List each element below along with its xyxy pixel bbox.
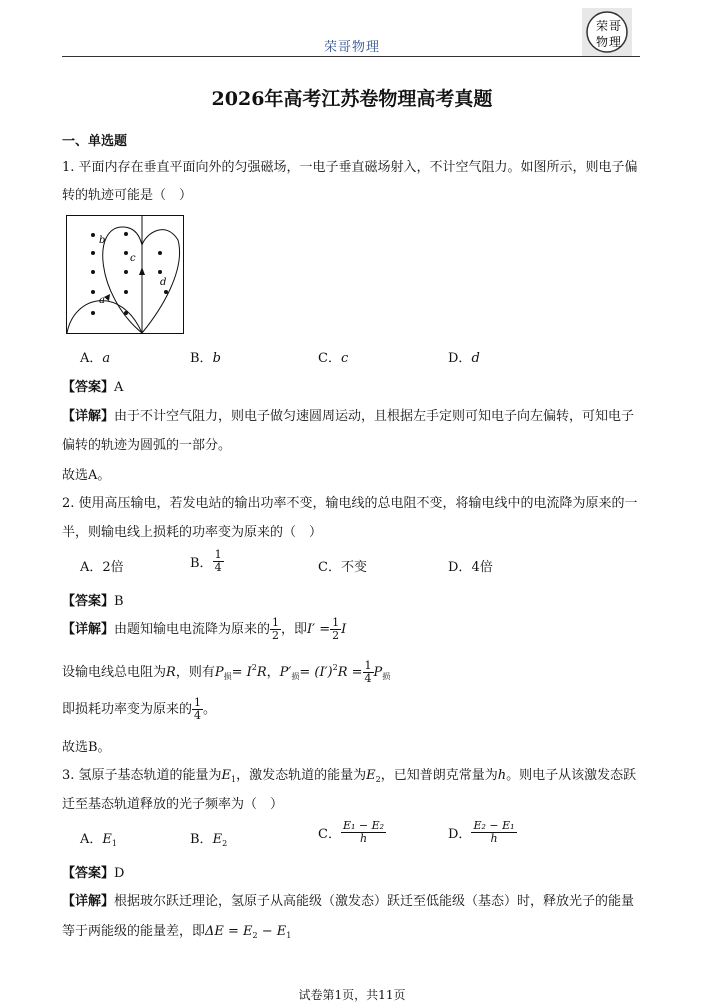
fig-label-c: c [130,253,136,264]
q3-option-d[interactable]: D． $\frac{\text{E₂ − E₁}}{h}$ [448,819,515,845]
logo-char-2: 哥 [609,19,622,33]
q1-option-a[interactable]: A．a [80,351,111,366]
q3-detail-line2: 等于两能级的能量差，即$\Delta E = E_2 - E_1$ [62,924,292,940]
q3-option-a[interactable]: A．$E_1$ [80,832,117,848]
q1-option-c[interactable]: C．c [318,351,349,366]
q2-detail-line1: 【详解】由题知输电电流降为原来的 $\frac{1}{2}$ ，即I′ = $\frac{1}{2}$ I [62,616,347,642]
q2-option-c[interactable]: C．不变 [318,560,367,575]
q1-stem-line1: 1. 平面内存在垂直平面向外的匀强磁场，一电子垂直磁场射入，不计空气阻力。如图所示，则电子偏 [62,160,638,175]
q2-option-d[interactable]: D．4倍 [448,560,493,575]
q3-answer: 【答案】D [62,866,125,881]
q3-stem-line1: 3. 氢原子基态轨道的能量为$E_1$，激发态轨道的能量为$E_2$，已知普朗克常量为h。则电子从该激发态跃 [62,768,637,784]
q1-option-b[interactable]: B．b [190,351,221,366]
q3-option-b[interactable]: B．$E_2$ [190,832,228,848]
q3-option-c[interactable]: C． $\frac{\text{E₁ − E₂}}{h}$ [318,819,385,845]
q2-detail-line3: 即损耗功率变为原来的 $\frac{1}{4}$ 。 [62,696,217,722]
page-title: 2026年高考江苏卷物理高考真题 [211,88,493,110]
q2-stem-line1: 2. 使用高压输电，若发电站的输出功率不变，输电线的总电阻不变，将输电线中的电流降为原来的一 [62,496,638,511]
q2-detail-line2: 设输电线总电阻为R，则有$P_损= I^2R$，$P'_损= (I')^2R$ = $\frac{1}{4}$ $P_损$ [62,659,391,685]
q2-stem-line2: 半，则输电线上损耗的功率变为原来的（ ） [62,525,323,540]
fig-label-a: a [99,295,105,306]
q3-detail-line1: 【详解】根据玻尔跃迁理论，氢原子从高能级（激发态）跃迁至低能级（基态）时，释放光子的能量 [62,894,635,909]
q1-conclusion: 故选A。 [62,468,111,483]
fig-label-d: d [160,277,167,288]
q1-figure [66,215,184,335]
q2-conclusion: 故选B。 [62,740,111,755]
q3-stem-line2: 迁至基态轨道释放的光子频率为（ ） [62,797,284,812]
page-footer: 试卷第1页，共11页 [298,988,406,1002]
header-text: 荣哥物理 [323,40,380,55]
fig-label-b: b [99,235,106,246]
q1-detail-line2: 偏转的轨迹为圆弧的一部分。 [62,438,232,453]
logo-char-3: 物 [596,35,609,49]
logo-icon [582,8,632,56]
q1-detail-line1: 【详解】由于不计空气阻力，则电子做匀速圆周运动，且根据左手定则可知电子向左偏转，可知电子 [62,409,635,424]
header-divider [62,56,640,57]
logo-char-4: 理 [609,35,622,49]
q1-answer: 【答案】A [62,380,124,395]
q1-option-d[interactable]: D．d [448,351,480,366]
q1-stem-line2: 转的轨迹可能是（ ） [62,188,193,203]
logo-char-1: 荣 [596,19,609,33]
section-heading: 一、单选题 [62,134,128,149]
q2-option-b[interactable]: B． $\frac{1}{4}$ [190,548,222,574]
q2-answer: 【答案】B [62,594,124,609]
q2-option-a[interactable]: A．2倍 [80,560,124,575]
